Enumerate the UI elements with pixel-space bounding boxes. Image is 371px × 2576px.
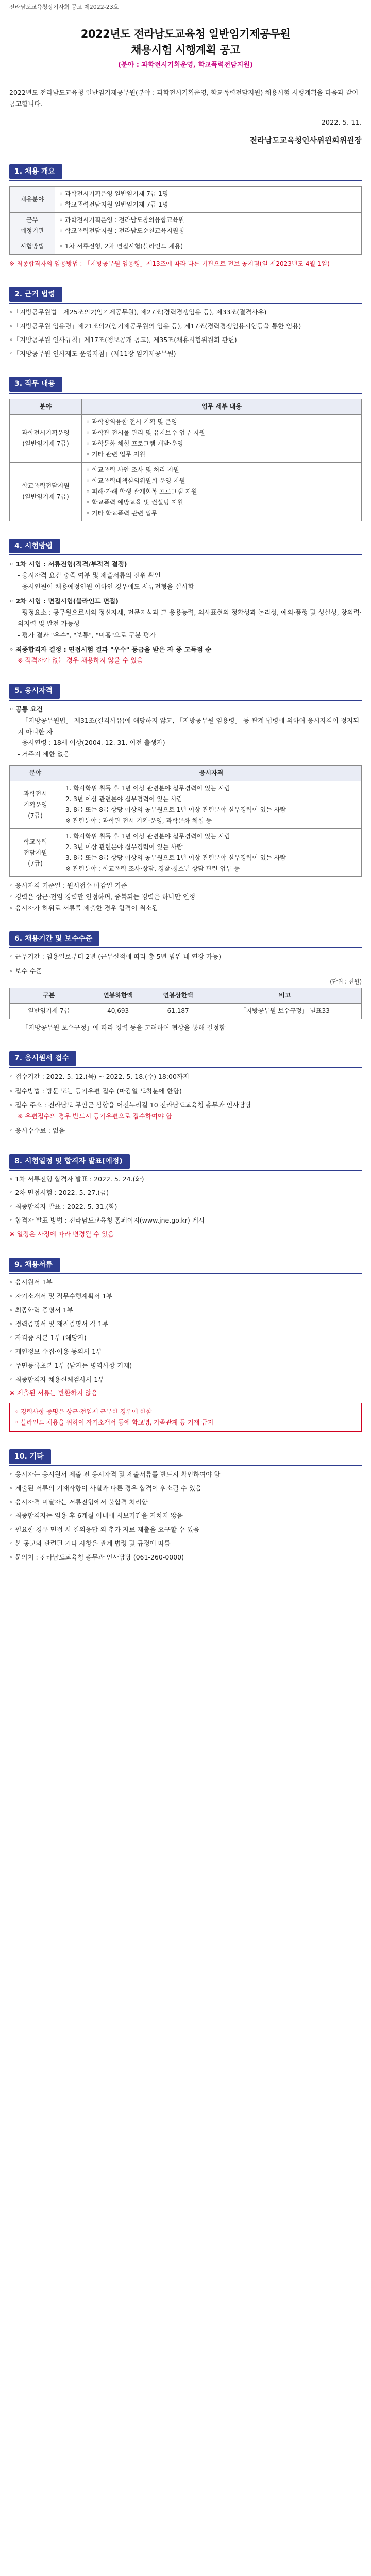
list-item: ◦ 자기소개서 및 직무수행계획서 1부 <box>9 1292 113 1300</box>
list-item: ◦「지방공무원법」제25조의2(임기제공무원), 제27조(경력경쟁임용 등), 제33조(결격사유) <box>9 308 267 316</box>
docs-warning-box <box>9 1403 362 1432</box>
overview-value: ◦ 1차 서류전형, 2차 면접시험(블라인드 채용) <box>55 239 362 255</box>
overview-key: 시험방법 <box>10 239 55 255</box>
section-overview <box>9 164 362 270</box>
table-row <box>10 829 362 877</box>
list-item: ◦ 최종학력 증명서 1부 <box>9 1306 73 1314</box>
column-header: 구분 <box>10 988 88 1004</box>
period-term: ◦ 근무기간 : 임용일로부터 2년 (근무실적에 따라 총 5년 범위 내 연장 가능) <box>9 953 221 961</box>
list-item: ◦ 최종합격자 채용신체검사서 1부 <box>9 1375 105 1383</box>
apply-method: ◦ 접수방법 : 방문 또는 등기우편 접수 (마감일 도착분에 한함) <box>9 1087 182 1095</box>
qualify-detail: 1. 학사학위 취득 후 1년 이상 관련분야 실무경력이 있는 사람 2. 3년 이상 관련분야 실무경력이 있는 사람 3. 8급 또는 8급 상당 이상의 공무원으로 1년 이상 관련분야 실무경력이 있는 사람 ※ 관련분야 : 과학관 전시 기획·운영, 과학문화 체험 등 <box>61 781 362 829</box>
pay-cell: 일반임기제 7급 <box>10 1004 88 1019</box>
section-title: 3. 직무 내용 <box>9 377 62 392</box>
column-header: 응시자격 <box>61 766 362 781</box>
list-item: ◦ 응시자격 미달자는 서류전형에서 불합격 처리함 <box>9 1498 148 1506</box>
list-item: ◦ 개인정보 수집·이용 동의서 1부 <box>9 1347 103 1355</box>
column-header: 연봉상한액 <box>148 988 208 1004</box>
qualify-detail: 1. 학사학위 취득 후 1년 이상 관련분야 실무경력이 있는 사람 2. 3년 이상 관련분야 실무경력이 있는 사람 3. 8급 또는 8급 상당 이상의 공무원으로 1년 이상 관련분야 실무경력이 있는 사람 ※ 관련분야 : 학교폭력 조사·상담, 경찰·청소년 상담 관련 업무 등 <box>61 829 362 877</box>
overview-key: 근무 예정기관 <box>10 213 55 239</box>
section-method <box>9 539 362 666</box>
column-header: 연봉하한액 <box>88 988 148 1004</box>
section-etc <box>9 1449 362 1563</box>
table-row <box>10 239 362 255</box>
method-step: ◦ 1차 시험 : 서류전형(적격/부적격 결정) <box>9 560 127 568</box>
title-line-1: 2022년도 전라남도교육청 일반임기제공무원 <box>80 28 291 41</box>
apply-note: ※ 우편접수의 경우 반드시 등기우편으로 접수하여야 함 <box>18 1112 172 1121</box>
pay-note: - 「지방공무원 보수규정」에 따라 경력 등을 고려하여 협상을 통해 결정함 <box>18 1024 226 1032</box>
list-item: ◦「지방공무원 임용령」제21조의2(임기제공무원의 임용 등), 제17조(경력경쟁임용시험등을 통한 임용) <box>9 321 301 330</box>
section-title: 10. 기타 <box>9 1449 51 1464</box>
section-title: 7. 응시원서 접수 <box>9 1051 76 1066</box>
duty-detail: ◦ 학교폭력 사안 조사 및 처리 지원 ◦ 학교폭력대책심의위원회 운영 지원 ◦ 피해·가해 학생 관계회복 프로그램 지원 ◦ 학교폭력 예방교육 및 컨설팅 지원 ◦ 기타 학교폭력 관련 업무 <box>82 462 362 521</box>
section-title: 6. 채용기간 및 보수수준 <box>9 931 99 946</box>
section-law <box>9 287 362 359</box>
list-item: ◦「지방공무원 인사제도 운영지침」(제11장 임기제공무원) <box>9 349 176 358</box>
column-header: 비고 <box>208 988 362 1004</box>
section-title: 5. 응시자격 <box>9 684 60 699</box>
list-item: ◦ 응시원서 1부 <box>9 1278 53 1286</box>
table-row <box>10 414 362 462</box>
method-detail: - 응시자격 요건 충족 여부 및 제출서류의 진위 확인 <box>18 571 161 580</box>
list-item: ◦ 자격증 사본 1부 (해당자) <box>9 1333 87 1342</box>
section-duty <box>9 377 362 521</box>
list-item: ◦ 경력사항 증명은 상근·전일제 근무한 경우에 한함 <box>15 1408 152 1416</box>
period-pay-title: ◦ 보수 수준 <box>9 967 42 975</box>
list-item: ◦ 본 공고와 관련된 기타 사항은 관계 법령 및 규정에 따름 <box>9 1539 171 1548</box>
list-item: ◦ 2차 면접시험 : 2022. 5. 27.(금) <box>9 1189 109 1197</box>
pay-unit: (단위 : 천원) <box>330 978 362 985</box>
method-detail: - 평정요소 : 공무원으로서의 정신자세, 전문지식과 그 응용능력, 의사표현의 정확성과 논리성, 예의·품행 및 성실성, 창의력·의지력 및 발전 가능성 <box>18 608 362 628</box>
list-item: ◦ 필요한 경우 면접 시 질의응답 외 추가 자료 제출을 요구할 수 있음 <box>9 1526 200 1534</box>
section-docs <box>9 1258 362 1432</box>
table-row <box>10 1004 362 1019</box>
list-item: ◦ 합격자 발표 방법 : 전라남도교육청 홈페이지(www.jne.go.kr) 게시 <box>9 1216 205 1225</box>
method-detail: - 평가 결과 "우수", "보통", "미흡"으로 구분 평가 <box>18 631 156 639</box>
section-apply <box>9 1051 362 1137</box>
table-row <box>10 187 362 213</box>
notice-date: 2022. 5. 11. <box>321 118 362 127</box>
table-row <box>10 781 362 829</box>
list-item: ※ 제출된 서류는 반환하지 않음 <box>9 1389 98 1397</box>
section-title: 1. 채용 개요 <box>9 164 62 179</box>
apply-address: ◦ 접수 주소 : 전라남도 무안군 삼향읍 어진누리길 10 전라남도교육청 총무과 인사담당 <box>9 1101 251 1109</box>
table-row <box>10 213 362 239</box>
list-item: ◦ 주민등록초본 1부 (남자는 병역사항 기재) <box>9 1361 132 1369</box>
notice-number: 전라남도교육청장기사회 공고 제2022-23호 <box>9 4 119 10</box>
overview-note: ※ 최종합격자의 임용방법 : 「지방공무원 임용령」제13조에 따라 다른 기관으로 전보 공지됨(일 제2023년도 4월 1일) <box>9 260 330 268</box>
section-period <box>9 931 362 1033</box>
overview-key: 채용분야 <box>10 187 55 213</box>
list-item: ◦ 응시자는 응시원서 제출 전 응시자격 및 제출서류를 반드시 확인하여야 함 <box>9 1470 221 1478</box>
apply-period: ◦ 접수기간 : 2022. 5. 12.(목) ~ 2022. 5. 18.(수) 18:00까지 <box>9 1072 190 1080</box>
apply-fee: ◦ 응시수수료 : 없음 <box>9 1127 65 1135</box>
qualify-field: 학교폭력 전담지원 (7급) <box>10 829 61 877</box>
qualify-table <box>9 765 362 877</box>
column-header: 분야 <box>10 766 61 781</box>
subtitle: (분야 : 과학전시기획운영, 학교폭력전담지원) <box>118 61 253 70</box>
list-item: ※ 일정은 사정에 따라 변경될 수 있음 <box>9 1230 114 1238</box>
overview-value: ◦ 과학전시기획운영 : 전라남도창의융합교육원 ◦ 학교폭력전담지원 : 전라남도순천교육지원청 <box>55 213 362 239</box>
overview-table <box>9 186 362 255</box>
section-schedule <box>9 1154 362 1240</box>
qualify-common-title: ◦ 공통 요건 <box>9 705 43 713</box>
issuer: 전라남도교육청인사위원회위원장 <box>249 135 362 145</box>
duty-table <box>9 399 362 521</box>
pay-cell: 40,693 <box>88 1004 148 1019</box>
qualify-field: 과학전시 기획운영 (7급) <box>10 781 61 829</box>
list-item: ◦ 경력증명서 및 재직증명서 각 1부 <box>9 1320 109 1328</box>
title-block <box>9 26 362 72</box>
method-note: ※ 적격자가 없는 경우 채용하지 않을 수 있음 <box>18 656 143 665</box>
column-header: 분야 <box>10 399 82 414</box>
section-qualify <box>9 684 362 914</box>
section-title: 4. 시험방법 <box>9 539 60 554</box>
overview-value: ◦ 과학전시기획운영 일반임기제 7급 1명 ◦ 학교폭력전담지원 일반임기제 7급 1명 <box>55 187 362 213</box>
pay-cell: 「지방공무원 보수규정」 별표33 <box>208 1004 362 1019</box>
list-item: ◦「지방공무원 인사규칙」제17조(정보공개 공고), 제35조(채용시험위원회 관련) <box>9 335 237 344</box>
qualify-common: - 「지방공무원법」 제31조(결격사유)에 해당하지 않고, 「지방공무원 임용령」 등 관계 법령에 의하여 응시자격이 정지되지 아니한 자 - 응시연령 : 18세 이상(2004. 12. 31. 이전 출생자) - 거주지 제한 없음 <box>18 716 360 758</box>
section-title: 9. 채용서류 <box>9 1258 60 1273</box>
list-item: ◦ 제출된 서류의 기재사항이 사실과 다른 경우 합격이 취소될 수 있음 <box>9 1484 202 1492</box>
section-title: 2. 근거 법령 <box>9 287 62 302</box>
column-header: 업무 세부 내용 <box>82 399 362 414</box>
pay-table <box>9 988 362 1019</box>
list-item: ◦ 1차 서류전형 합격자 발표 : 2022. 5. 24.(화) <box>9 1175 144 1183</box>
intro-text: 2022년도 전라남도교육청 일반임기제공무원(분야 : 과학전시기획운영, 학교폭력전담지원) 채용시험 시행계획을 다음과 같이 공고합니다. <box>9 88 359 108</box>
list-item: ◦ 문의처 : 전라남도교육청 총무과 인사담당 (061-260-0000) <box>9 1553 184 1561</box>
qualify-notes: ◦ 응시자격 기준일 : 원서접수 마감일 기준 ◦ 경력은 상근·전임 경력만 인정하며, 중복되는 경력은 하나만 인정 ◦ 응시자가 허위로 서류를 제출한 경우 합격이 취소됨 <box>9 882 196 912</box>
method-detail: - 응시인원이 채용예정인원 이하인 경우에도 서류전형을 실시함 <box>18 583 194 591</box>
method-step: ◦ 2차 시험 : 면접시험(블라인드 면접) <box>9 597 119 605</box>
list-item: ◦ 블라인드 채용을 위하여 자기소개서 등에 학교명, 가족관계 등 기재 금지 <box>15 1419 214 1427</box>
list-item: ◦ 최종합격자 발표 : 2022. 5. 31.(화) <box>9 1202 117 1211</box>
table-row <box>10 462 362 521</box>
duty-field: 과학전시기획운영 (일반임기제 7급) <box>10 414 82 462</box>
duty-detail: ◦ 과학창의융합 전시 기획 및 운영 ◦ 과학관 전시물 관리 및 유지보수 업무 지원 ◦ 과학문화 체험 프로그램 개발·운영 ◦ 기타 관련 업무 지원 <box>82 414 362 462</box>
title-line-2: 채용시험 시행계획 공고 <box>131 43 240 56</box>
duty-field: 학교폭력전담지원 (일반임기제 7급) <box>10 462 82 521</box>
list-item: ◦ 최종합격자는 임용 후 6개월 이내에 시보기간을 거치지 않음 <box>9 1512 183 1520</box>
section-title: 8. 시험일정 및 합격자 발표(예정) <box>9 1154 130 1169</box>
method-step: ◦ 최종합격자 결정 : 면접시험 결과 "우수" 등급을 받은 자 중 고득점 순 <box>9 645 212 653</box>
pay-cell: 61,187 <box>148 1004 208 1019</box>
